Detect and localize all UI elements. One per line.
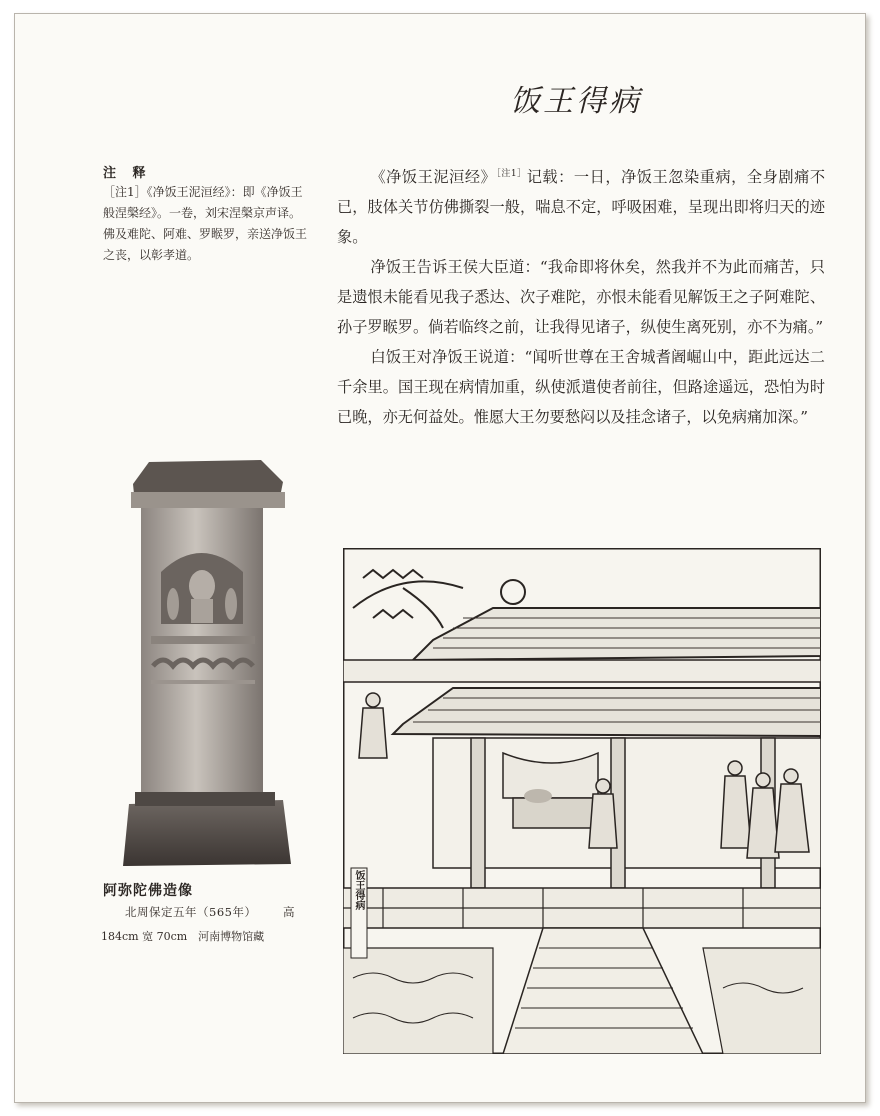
stele-caption-height-label: 高: [283, 905, 295, 919]
paragraph-1: [337, 159, 825, 252]
paragraph-3: 白饭王对净饭王说道：“闻听世尊在王舍城耆阇崛山中，距此远达二千余里。国王现在病情加重，纵使派遣使者前往，但路途遥远，恐怕为时已晚，亦无何益处。惟愿大王勿要愁闷以及挂念诸子，以免病痛加深。”: [337, 348, 825, 426]
main-text: [337, 159, 825, 432]
note-reference[interactable]: ［注1］: [496, 169, 527, 179]
sutra-title: 《净饭王泥洹经》: [370, 168, 497, 186]
paragraph-1-text: 记载：一日，净饭王忽染重病，全身剧痛不已，肢体关节仿佛撕裂一般，喘息不定，呼吸困难，呈现出即将归天的迹象。: [337, 168, 826, 246]
palace-illustration: [343, 548, 821, 1054]
stele-caption-date: 北周保定五年（565年）: [125, 905, 257, 919]
paragraph-2: 净饭王告诉王侯大臣道：“我命即将休矣，然我并不为此而痛苦，只是遗恨未能看见我子悉达、次子难陀，亦恨未能看见解饭王之子阿难陀、孙子罗睺罗。倘若临终之前，让我得见诸子，纵使生离死别，亦不为痛。”: [337, 258, 825, 336]
page-title: 饭王得病: [510, 84, 642, 119]
stele-photo: [111, 454, 301, 874]
illustration-inscription: 饭王得病: [353, 870, 364, 910]
notes-heading: 注 释: [103, 166, 152, 181]
notes-body: ［注1］《净饭王泥洹经》：即《净饭王般涅槃经》。一卷，刘宋涅槃京声译。佛及难陀、阿难、罗睺罗，亲送净饭王之丧，以彰孝道。: [103, 185, 308, 262]
page-frame: [14, 13, 866, 1103]
stele-caption-dimensions: 184cm 宽 70cm 河南博物馆藏: [101, 930, 265, 943]
stele-caption-title: 阿弥陀佛造像: [103, 883, 193, 899]
